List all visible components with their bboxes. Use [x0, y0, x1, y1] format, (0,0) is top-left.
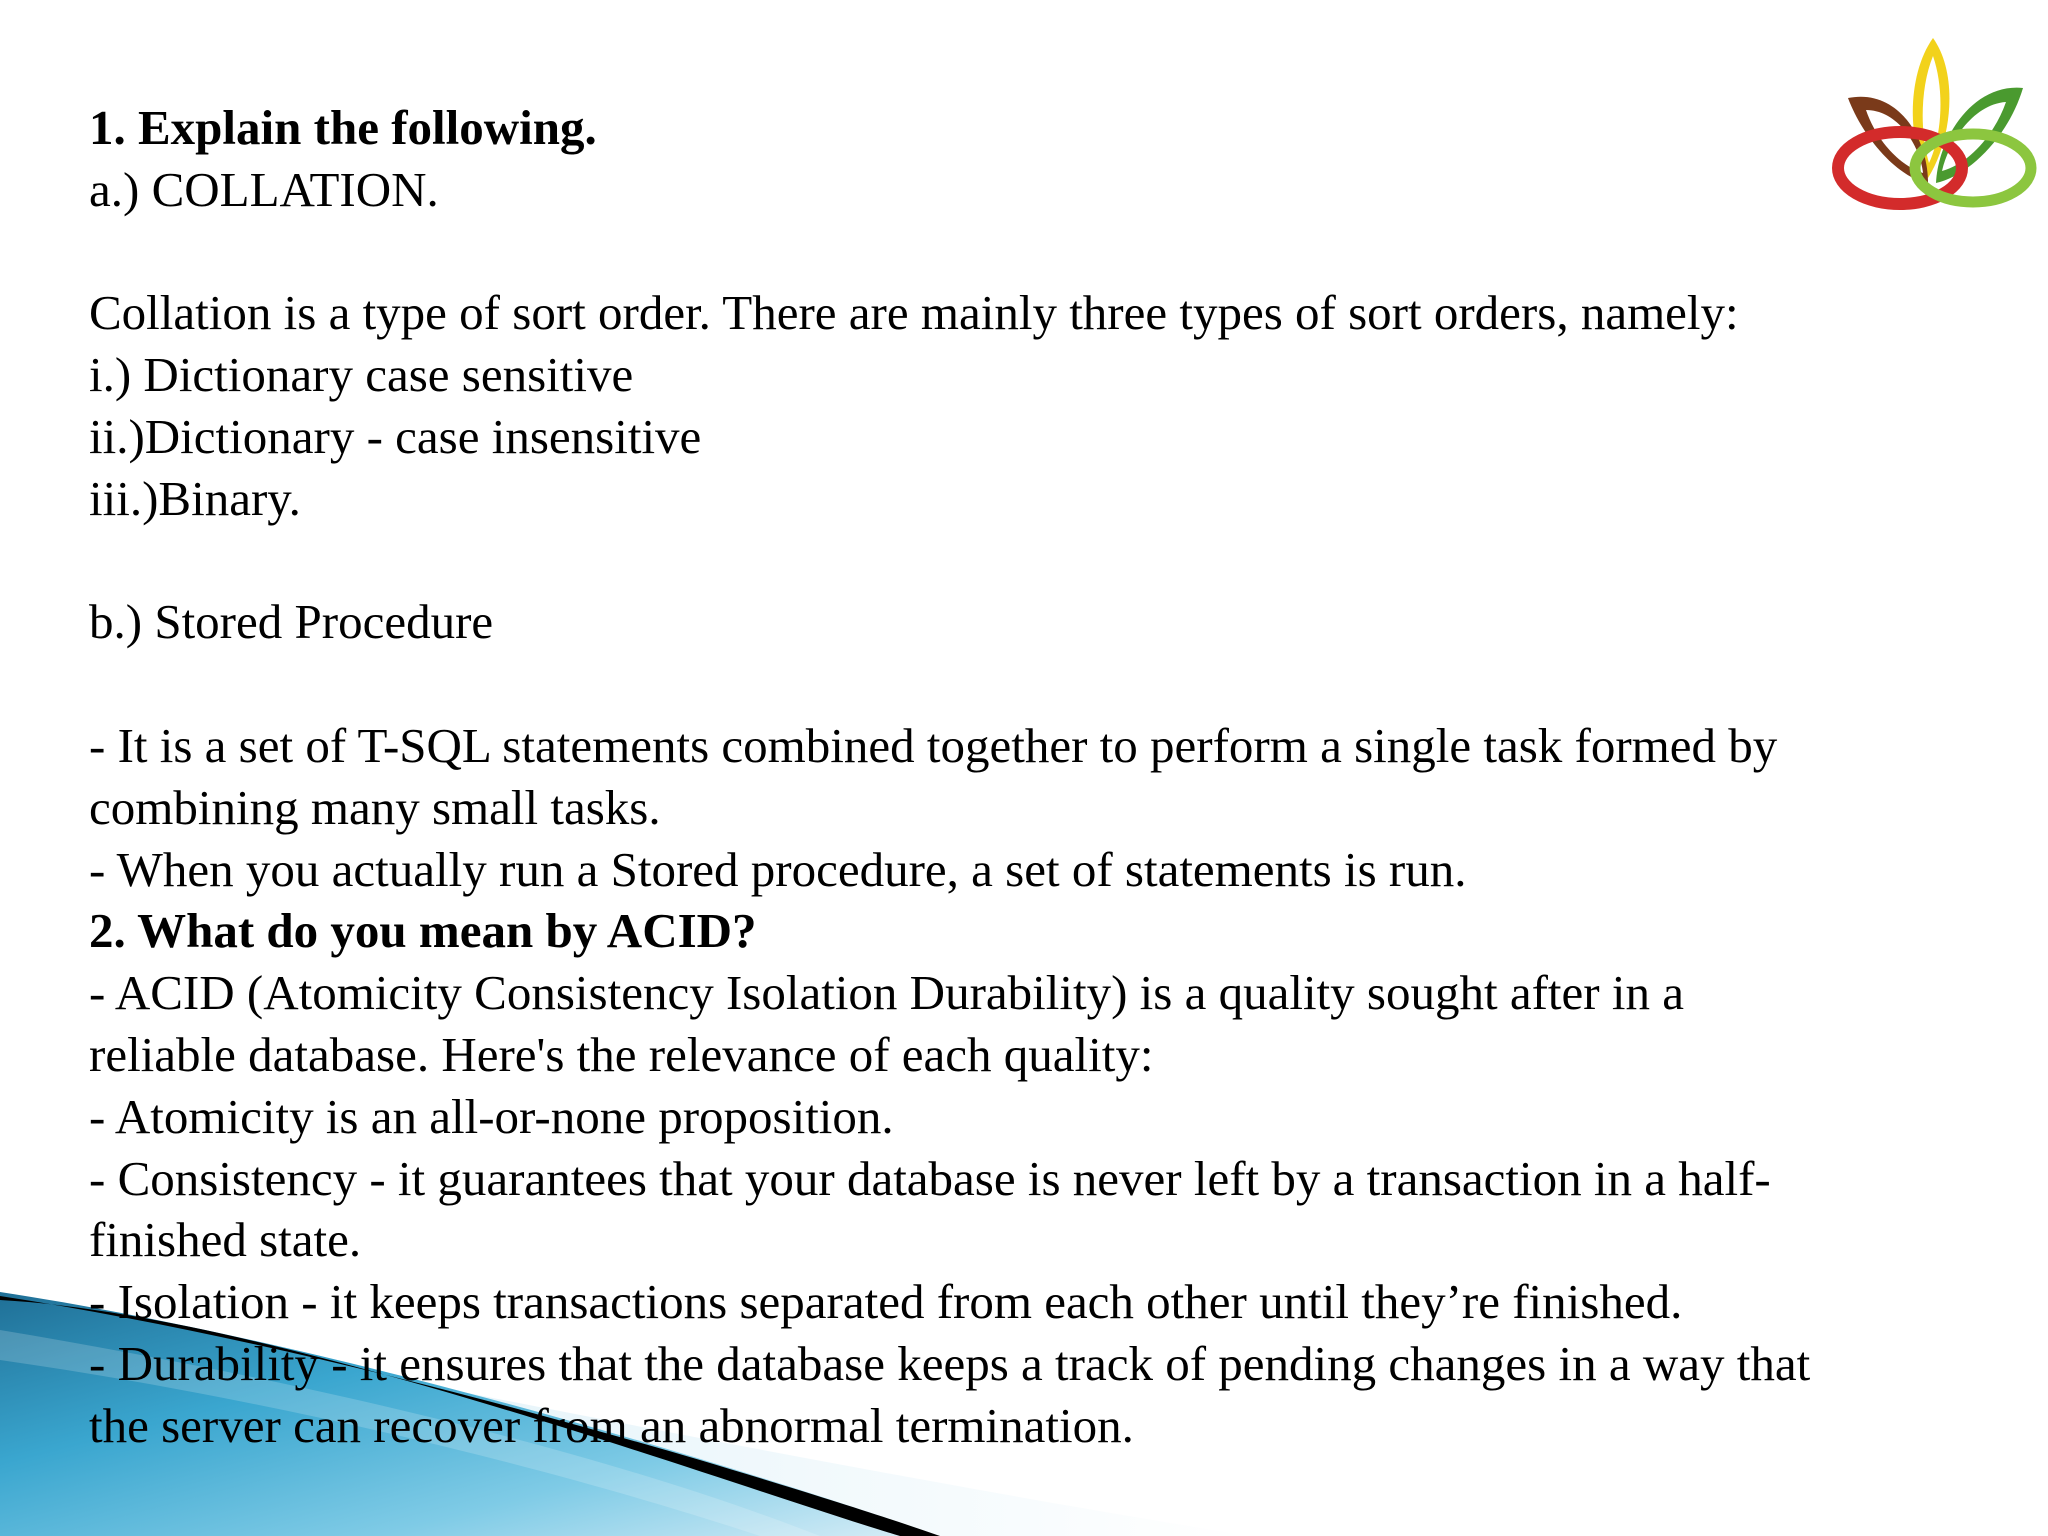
- sort-order-item-3: iii.)Binary.: [89, 470, 301, 526]
- question-2-heading: 2. What do you mean by ACID?: [89, 903, 757, 959]
- slide-body: [89, 97, 1969, 1457]
- acid-durability-2: the server can recover from an abnormal termination.: [89, 1397, 1134, 1453]
- stored-procedure-text-1: - It is a set of T-SQL statements combined together to perform a single task formed by: [89, 717, 1778, 773]
- acid-consistency-2: finished state.: [89, 1212, 362, 1268]
- acid-text-1: - ACID (Atomicity Consistency Isolation Durability) is a quality sought after in a: [89, 965, 1684, 1021]
- acid-consistency-1: - Consistency - it guarantees that your database is never left by a transaction in a half-: [89, 1150, 1771, 1206]
- blank-line: [89, 653, 1969, 715]
- subheading-stored-procedure: b.) Stored Procedure: [89, 594, 494, 650]
- blank-line: [89, 530, 1969, 592]
- sort-order-item-2: ii.)Dictionary - case insensitive: [89, 408, 702, 464]
- subheading-collation: a.) COLLATION.: [89, 161, 439, 217]
- blank-line: [89, 221, 1969, 283]
- stored-procedure-text-2: combining many small tasks.: [89, 779, 661, 835]
- acid-isolation: - Isolation - it keeps transactions separated from each other until they’re finished.: [89, 1274, 1683, 1330]
- acid-atomicity: - Atomicity is an all-or-none proposition.: [89, 1088, 894, 1144]
- question-1-heading: 1. Explain the following.: [89, 100, 597, 155]
- sort-order-item-1: i.) Dictionary case sensitive: [89, 347, 634, 403]
- collation-definition: Collation is a type of sort order. There are mainly three types of sort orders, namely:: [89, 285, 1739, 341]
- acid-durability-1: - Durability - it ensures that the database keeps a track of pending changes in a way that: [89, 1335, 1811, 1391]
- acid-text-2: reliable database. Here's the relevance of each quality:: [89, 1026, 1154, 1082]
- stored-procedure-text-3: - When you actually run a Stored procedure, a set of statements is run.: [89, 841, 1467, 897]
